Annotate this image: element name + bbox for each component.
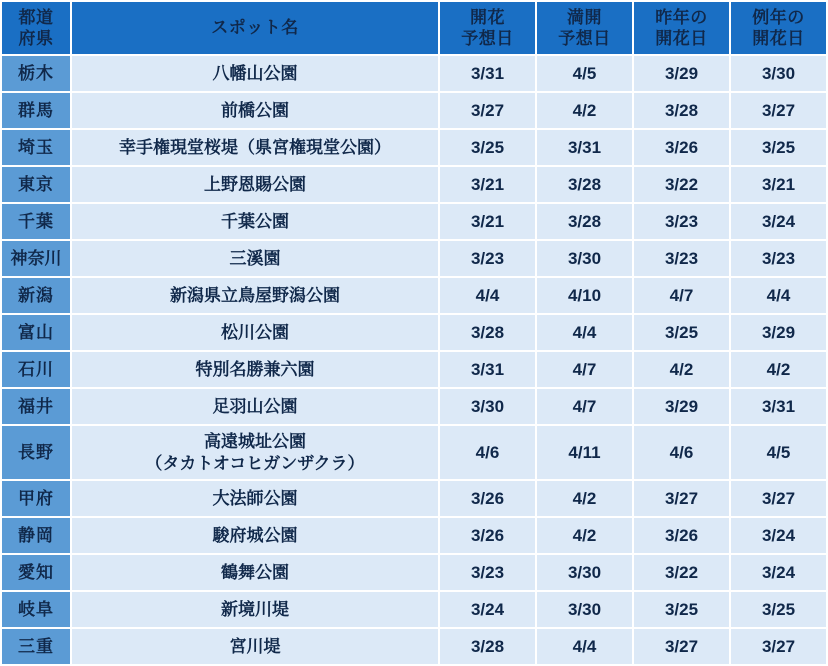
cell-prefecture: 三重 bbox=[1, 628, 71, 665]
table-body bbox=[1, 55, 827, 665]
cell-last-year-bloom: 4/7 bbox=[633, 277, 730, 314]
cell-prefecture: 福井 bbox=[1, 388, 71, 425]
cell-average-bloom: 3/27 bbox=[730, 628, 827, 665]
cell-average-bloom: 3/24 bbox=[730, 554, 827, 591]
column-header-last-year-bloom-line2: 開花日 bbox=[655, 29, 708, 48]
cell-average-bloom: 3/27 bbox=[730, 480, 827, 517]
cell-prefecture: 静岡 bbox=[1, 517, 71, 554]
cell-spot-name: 宮川堤 bbox=[71, 628, 439, 665]
cell-last-year-bloom: 3/27 bbox=[633, 628, 730, 665]
cell-prefecture: 千葉 bbox=[1, 203, 71, 240]
cell-bloom-forecast: 3/23 bbox=[439, 240, 536, 277]
column-header-full-bloom-forecast-line2: 予想日 bbox=[558, 29, 611, 48]
cell-average-bloom: 3/23 bbox=[730, 240, 827, 277]
cell-bloom-forecast: 3/31 bbox=[439, 351, 536, 388]
cell-spot-name-line2: （タカトオコヒガンザクラ） bbox=[145, 453, 365, 473]
cell-average-bloom: 3/25 bbox=[730, 129, 827, 166]
cell-spot-name bbox=[71, 425, 439, 480]
cell-bloom-forecast: 4/4 bbox=[439, 277, 536, 314]
cell-bloom-forecast: 3/30 bbox=[439, 388, 536, 425]
cell-full-bloom-forecast: 4/10 bbox=[536, 277, 633, 314]
column-header-bloom-forecast-line1: 開花 bbox=[470, 7, 505, 27]
cell-full-bloom-forecast: 3/30 bbox=[536, 591, 633, 628]
cell-prefecture: 埼玉 bbox=[1, 129, 71, 166]
cell-bloom-forecast: 3/28 bbox=[439, 314, 536, 351]
cell-prefecture: 岐阜 bbox=[1, 591, 71, 628]
column-header-full-bloom-forecast-line1: 満開 bbox=[567, 7, 602, 27]
cell-last-year-bloom: 3/29 bbox=[633, 55, 730, 92]
cell-prefecture: 富山 bbox=[1, 314, 71, 351]
cell-bloom-forecast: 3/26 bbox=[439, 480, 536, 517]
column-header-spot-name bbox=[71, 1, 439, 55]
table-row bbox=[1, 314, 827, 351]
cell-full-bloom-forecast: 4/5 bbox=[536, 55, 633, 92]
cell-bloom-forecast: 3/24 bbox=[439, 591, 536, 628]
cell-full-bloom-forecast: 3/30 bbox=[536, 240, 633, 277]
cell-average-bloom: 3/24 bbox=[730, 203, 827, 240]
cell-average-bloom: 3/30 bbox=[730, 55, 827, 92]
table-row bbox=[1, 55, 827, 92]
table-row bbox=[1, 203, 827, 240]
cell-full-bloom-forecast: 4/7 bbox=[536, 388, 633, 425]
table-header-row bbox=[1, 1, 827, 55]
table-row bbox=[1, 277, 827, 314]
cell-full-bloom-forecast: 4/4 bbox=[536, 314, 633, 351]
cell-full-bloom-forecast: 3/30 bbox=[536, 554, 633, 591]
cell-last-year-bloom: 3/25 bbox=[633, 314, 730, 351]
cell-last-year-bloom: 3/22 bbox=[633, 554, 730, 591]
cell-prefecture: 神奈川 bbox=[1, 240, 71, 277]
column-header-prefecture bbox=[1, 1, 71, 55]
cell-last-year-bloom: 4/2 bbox=[633, 351, 730, 388]
table-row bbox=[1, 351, 827, 388]
table-header bbox=[1, 1, 827, 55]
cell-full-bloom-forecast: 4/2 bbox=[536, 480, 633, 517]
cell-spot-name: 幸手権現堂桜堤（県宮権現堂公園） bbox=[71, 129, 439, 166]
cell-spot-name: 上野恩賜公園 bbox=[71, 166, 439, 203]
cell-average-bloom: 4/5 bbox=[730, 425, 827, 480]
cell-average-bloom: 3/29 bbox=[730, 314, 827, 351]
cell-spot-name: 前橋公園 bbox=[71, 92, 439, 129]
column-header-prefecture-line2: 府県 bbox=[18, 29, 54, 48]
cell-spot-name: 新潟県立鳥屋野潟公園 bbox=[71, 277, 439, 314]
cell-spot-name: 鶴舞公園 bbox=[71, 554, 439, 591]
cell-full-bloom-forecast: 3/31 bbox=[536, 129, 633, 166]
cell-spot-name: 松川公園 bbox=[71, 314, 439, 351]
cell-bloom-forecast: 3/28 bbox=[439, 628, 536, 665]
cell-spot-name: 足羽山公園 bbox=[71, 388, 439, 425]
cell-spot-name: 大法師公園 bbox=[71, 480, 439, 517]
cell-full-bloom-forecast: 3/28 bbox=[536, 203, 633, 240]
cell-spot-name: 特別名勝兼六園 bbox=[71, 351, 439, 388]
table-row bbox=[1, 480, 827, 517]
cell-average-bloom: 3/31 bbox=[730, 388, 827, 425]
cell-prefecture: 甲府 bbox=[1, 480, 71, 517]
cell-full-bloom-forecast: 4/7 bbox=[536, 351, 633, 388]
cell-bloom-forecast: 3/23 bbox=[439, 554, 536, 591]
column-header-last-year-bloom bbox=[633, 1, 730, 55]
cell-last-year-bloom: 3/26 bbox=[633, 129, 730, 166]
cell-bloom-forecast: 3/21 bbox=[439, 203, 536, 240]
table-row bbox=[1, 129, 827, 166]
cell-last-year-bloom: 4/6 bbox=[633, 425, 730, 480]
column-header-bloom-forecast-line2: 予想日 bbox=[461, 29, 514, 48]
column-header-full-bloom-forecast bbox=[536, 1, 633, 55]
table-row bbox=[1, 425, 827, 480]
cell-prefecture: 栃木 bbox=[1, 55, 71, 92]
cell-average-bloom: 3/25 bbox=[730, 591, 827, 628]
table-row bbox=[1, 388, 827, 425]
cell-prefecture: 東京 bbox=[1, 166, 71, 203]
cell-prefecture: 長野 bbox=[1, 425, 71, 480]
cell-last-year-bloom: 3/22 bbox=[633, 166, 730, 203]
column-header-last-year-bloom-line1: 昨年の bbox=[655, 7, 708, 27]
cell-spot-name: 新境川堤 bbox=[71, 591, 439, 628]
column-header-spot-name-line1: スポット名 bbox=[211, 18, 299, 38]
cell-average-bloom: 3/27 bbox=[730, 92, 827, 129]
cell-last-year-bloom: 3/23 bbox=[633, 240, 730, 277]
cell-average-bloom: 3/24 bbox=[730, 517, 827, 554]
cell-last-year-bloom: 3/25 bbox=[633, 591, 730, 628]
cell-prefecture: 愛知 bbox=[1, 554, 71, 591]
cell-last-year-bloom: 3/26 bbox=[633, 517, 730, 554]
cell-full-bloom-forecast: 4/11 bbox=[536, 425, 633, 480]
cell-bloom-forecast: 3/31 bbox=[439, 55, 536, 92]
cell-spot-name-line1: 高遠城址公園 bbox=[204, 432, 306, 452]
column-header-bloom-forecast bbox=[439, 1, 536, 55]
column-header-average-bloom bbox=[730, 1, 827, 55]
table-row bbox=[1, 517, 827, 554]
table-row bbox=[1, 240, 827, 277]
cell-bloom-forecast: 3/25 bbox=[439, 129, 536, 166]
table-row bbox=[1, 554, 827, 591]
cell-average-bloom: 4/2 bbox=[730, 351, 827, 388]
cell-bloom-forecast: 4/6 bbox=[439, 425, 536, 480]
cell-full-bloom-forecast: 3/28 bbox=[536, 166, 633, 203]
cell-bloom-forecast: 3/26 bbox=[439, 517, 536, 554]
cell-spot-name: 千葉公園 bbox=[71, 203, 439, 240]
cell-spot-name: 駿府城公園 bbox=[71, 517, 439, 554]
cell-last-year-bloom: 3/28 bbox=[633, 92, 730, 129]
table-row bbox=[1, 166, 827, 203]
cell-last-year-bloom: 3/29 bbox=[633, 388, 730, 425]
column-header-average-bloom-line2: 開花日 bbox=[752, 29, 805, 48]
cell-full-bloom-forecast: 4/4 bbox=[536, 628, 633, 665]
cell-bloom-forecast: 3/21 bbox=[439, 166, 536, 203]
column-header-prefecture-line1: 都道 bbox=[18, 7, 54, 27]
column-header-average-bloom-line1: 例年の bbox=[752, 7, 805, 27]
cell-bloom-forecast: 3/27 bbox=[439, 92, 536, 129]
cell-average-bloom: 4/4 bbox=[730, 277, 827, 314]
cell-full-bloom-forecast: 4/2 bbox=[536, 92, 633, 129]
cell-spot-name: 八幡山公園 bbox=[71, 55, 439, 92]
cell-prefecture: 群馬 bbox=[1, 92, 71, 129]
cell-average-bloom: 3/21 bbox=[730, 166, 827, 203]
cell-last-year-bloom: 3/23 bbox=[633, 203, 730, 240]
cell-last-year-bloom: 3/27 bbox=[633, 480, 730, 517]
cell-spot-name: 三溪園 bbox=[71, 240, 439, 277]
cell-prefecture: 新潟 bbox=[1, 277, 71, 314]
table-row bbox=[1, 591, 827, 628]
table-row bbox=[1, 628, 827, 665]
cell-full-bloom-forecast: 4/2 bbox=[536, 517, 633, 554]
table-row bbox=[1, 92, 827, 129]
cell-prefecture: 石川 bbox=[1, 351, 71, 388]
